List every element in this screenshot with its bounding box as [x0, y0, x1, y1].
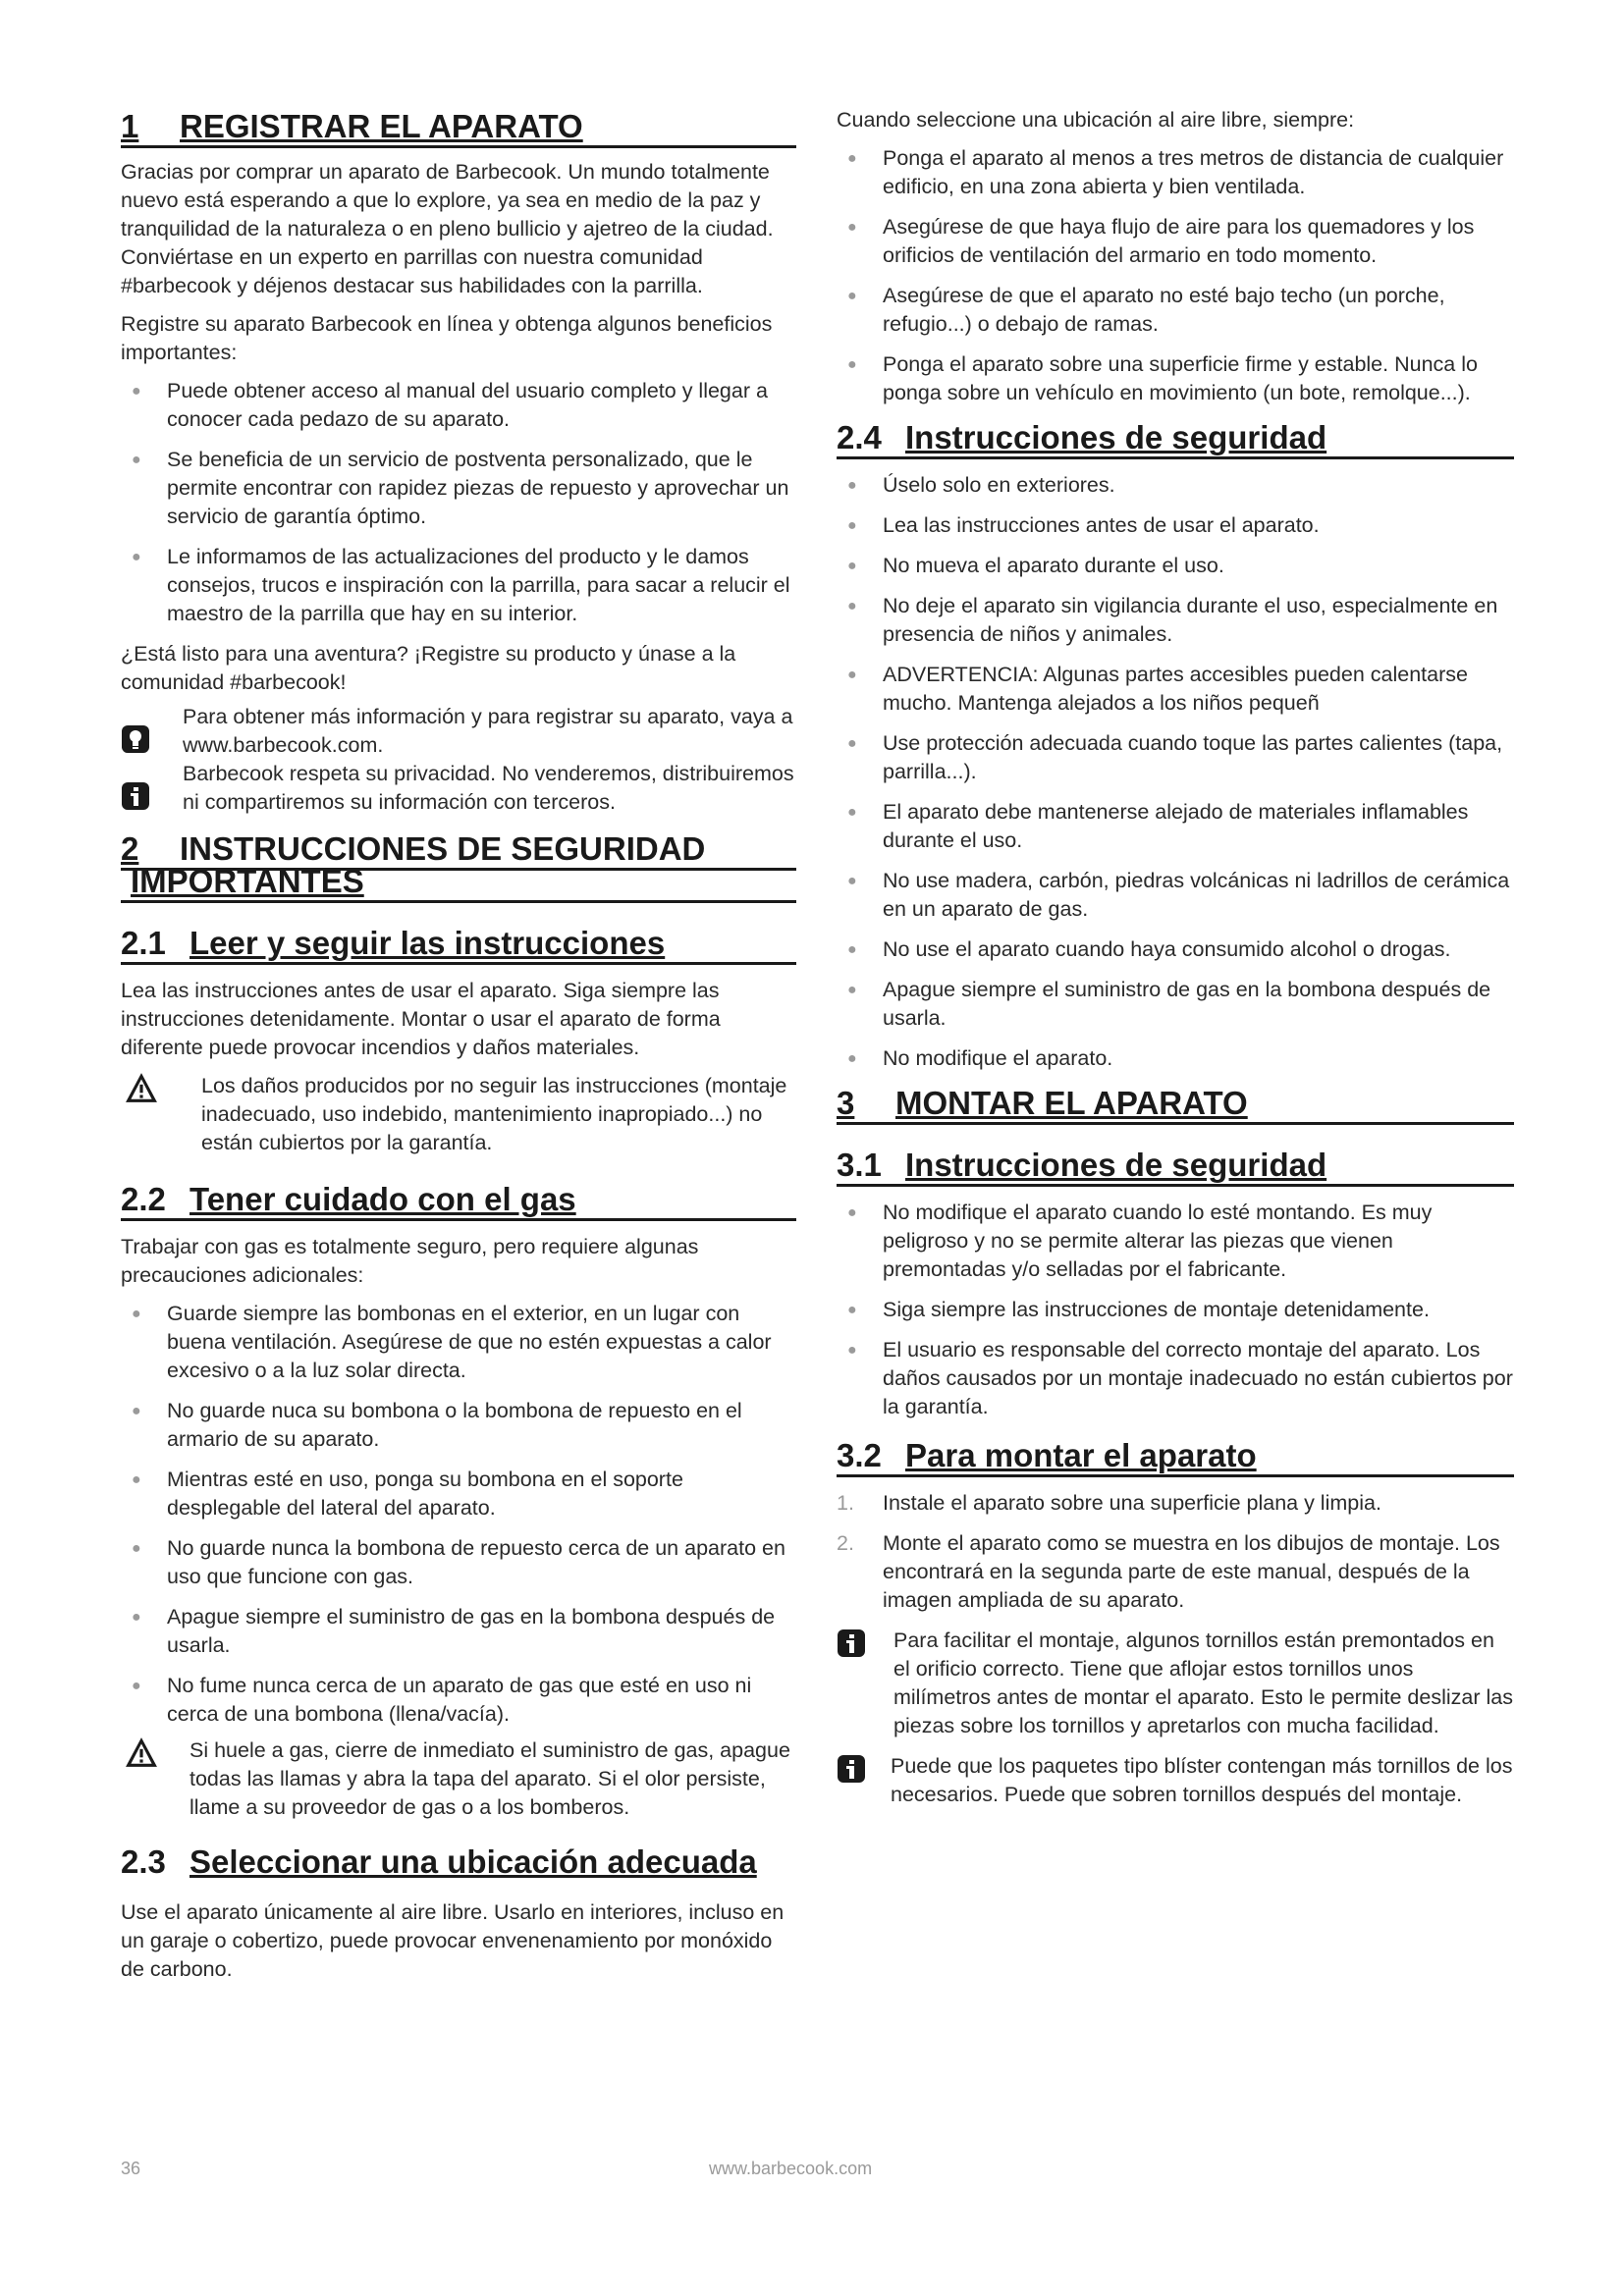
- bullet-icon: ●: [847, 941, 857, 958]
- list-item: ● No modifique el aparato.: [837, 1044, 1514, 1073]
- bullet-icon: ●: [847, 1342, 857, 1359]
- numbered-list: [837, 1489, 1514, 1615]
- list-item: ● No guarde nunca la bombona de repuesto cerca de un aparato en uso que funcione con gas.: [132, 1536, 785, 1588]
- bullet-icon: ●: [847, 982, 857, 998]
- section-title: Para montar el aparato: [905, 1437, 1257, 1473]
- bullet-icon: ●: [132, 452, 141, 468]
- bullet-icon: ●: [132, 383, 141, 400]
- list-item: ● Puede obtener acceso al manual del usuario completo y llegar a conocer cada pedazo de su aparato.: [132, 379, 768, 431]
- right-column: [837, 106, 1514, 1815]
- section-number: 2.1: [121, 925, 166, 961]
- footer-url: www.barbecook.com: [709, 2159, 873, 2178]
- section-number: 1: [121, 108, 139, 144]
- info-note: [837, 1627, 1514, 1740]
- section-title: REGISTRAR EL APARATO: [180, 108, 583, 144]
- bullet-icon: ●: [847, 598, 857, 614]
- list-item: ● Siga siempre las instrucciones de montaje detenidamente.: [837, 1296, 1514, 1324]
- bullet-icon: ●: [847, 517, 857, 534]
- bullet-icon: ●: [132, 1403, 141, 1419]
- section-number: 2.4: [837, 419, 882, 455]
- bullet-list: [121, 377, 796, 628]
- list-item: ● No modifique el aparato cuando lo esté montando. Es muy peligroso y no se permite alterar las piezas que vienen premontadas y/o selladas por el fabricante.: [847, 1201, 1433, 1281]
- left-column: [121, 108, 796, 1994]
- bullet-icon: ●: [132, 1609, 141, 1626]
- section-1-heading: [121, 108, 796, 148]
- list-item: ● Asegúrese de que el aparato no esté bajo techo (un porche, refugio...) o debajo de ramas.: [847, 284, 1445, 336]
- list-item: ● No use el aparato cuando haya consumido alcohol o drogas.: [837, 935, 1514, 964]
- list-item: ● Asegúrese de que haya flujo de aire para los quemadores y los orificios de ventilación del armario en todo momento.: [847, 215, 1475, 267]
- warning-note: [121, 1072, 796, 1157]
- section-number: 3.1: [837, 1147, 882, 1183]
- list-item: ● ADVERTENCIA: Algunas partes accesibles pueden calentarse mucho. Mantenga alejados a los niños pequeñ: [847, 663, 1468, 715]
- list-item: ● Úselo solo en exteriores.: [837, 471, 1514, 500]
- bullet-icon: ●: [847, 1302, 857, 1318]
- bullet-list: [121, 1300, 796, 1729]
- warning-triangle-icon: [125, 1072, 158, 1103]
- bullet-icon: ●: [847, 804, 857, 821]
- step-number: 2.: [837, 1531, 854, 1555]
- list-item: 2. Monte el aparato como se muestra en los dibujos de montaje. Los encontrará en la segunda parte de este manual, después de la imagen ampliada de su aparato.: [837, 1531, 1500, 1612]
- info-note: [837, 1752, 1514, 1809]
- bullet-icon: ●: [847, 477, 857, 494]
- section-number: 2.2: [121, 1181, 166, 1217]
- paragraph: Gracias por comprar un aparato de Barbecook. Un mundo totalmente nuevo está esperando a que lo explore, ya sea en medio de la paz y tranquilidad de la naturaleza o en pleno bullicio y ajetreo de la ciudad. Conviértase en un experto en parrillas con nuestra comunidad #barbecook y déjenos destacar sus habilidades con la parrilla.: [121, 160, 774, 297]
- list-item: ● Use protección adecuada cuando toque las partes calientes (tapa, parrilla...).: [847, 731, 1503, 783]
- info-icon: [121, 781, 150, 811]
- note-text: Barbecook respeta su privacidad. No venderemos, distribuiremos ni compartiremos su información con terceros.: [183, 762, 794, 814]
- bullet-list: [837, 471, 1514, 1073]
- section-title: Instrucciones de seguridad: [905, 419, 1327, 455]
- bullet-icon: ●: [847, 1204, 857, 1221]
- section-number: 2: [121, 830, 139, 867]
- lightbulb-icon: [121, 724, 150, 754]
- bullet-icon: ●: [132, 1306, 141, 1322]
- section-title: Leer y seguir las instrucciones: [189, 925, 666, 961]
- paragraph: ¿Está listo para una aventura? ¡Registre su producto y únase a la comunidad #barbecook!: [121, 642, 736, 694]
- list-item: ● Apague siempre el suministro de gas en la bombona después de usarla.: [132, 1605, 776, 1657]
- warning-triangle-icon: [125, 1736, 158, 1768]
- section-2-1-heading: [121, 925, 796, 965]
- note-text: Puede que los paquetes tipo blíster contengan más tornillos de los necesarios. Puede que sobren tornillos después del montaje.: [891, 1754, 1513, 1806]
- section-3-heading: [837, 1085, 1514, 1125]
- warning-note: [121, 1736, 796, 1822]
- list-item: ● El usuario es responsable del correcto montaje del aparato. Los daños causados por un montaje inadecuado no están cubiertos por la garantía.: [847, 1338, 1513, 1418]
- bullet-icon: ●: [132, 549, 141, 565]
- section-title: INSTRUCCIONES DE SEGURIDAD: [180, 830, 706, 867]
- section-3-2-heading: [837, 1437, 1514, 1477]
- list-item: ● Lea las instrucciones antes de usar el aparato.: [837, 511, 1514, 540]
- section-number: 2.3: [121, 1843, 166, 1880]
- step-number: 1.: [837, 1491, 854, 1515]
- list-item: 1. Instale el aparato sobre una superficie plana y limpia.: [837, 1489, 1514, 1518]
- note-text: Para obtener más información y para registrar su aparato, vaya a www.barbecook.com.: [183, 705, 793, 757]
- bullet-icon: ●: [132, 1678, 141, 1694]
- paragraph: Lea las instrucciones antes de usar el aparato. Siga siempre las instrucciones detenidamente. Montar o usar el aparato de forma diferente puede provocar incendios y daños materiales.: [121, 979, 721, 1059]
- section-title-continued: IMPORTANTES: [121, 863, 796, 903]
- list-item: ● No mueva el aparato durante el uso.: [837, 552, 1514, 580]
- bullet-list: [837, 1199, 1514, 1421]
- section-2-3-heading: [121, 1843, 796, 1881]
- bullet-list: [837, 144, 1514, 407]
- bullet-icon: ●: [847, 735, 857, 752]
- note-text: Si huele a gas, cierre de inmediato el suministro de gas, apague todas las llamas y abra la tapa del aparato. Si el olor persiste, llame a su proveedor de gas o a los bomberos.: [189, 1738, 790, 1819]
- bullet-icon: ●: [847, 558, 857, 574]
- section-number: 3.2: [837, 1437, 882, 1473]
- bullet-icon: ●: [847, 150, 857, 167]
- paragraph: Trabajar con gas es totalmente seguro, pero requiere algunas precauciones adicionales:: [121, 1235, 699, 1287]
- section-title: Seleccionar una ubicación adecuada: [189, 1843, 757, 1880]
- section-3-1-heading: [837, 1147, 1514, 1187]
- paragraph: Registre su aparato Barbecook en línea y obtenga algunos beneficios importantes:: [121, 312, 773, 364]
- list-item: ● Apague siempre el suministro de gas en la bombona después de usarla.: [847, 978, 1491, 1030]
- section-title: Instrucciones de seguridad: [905, 1147, 1327, 1183]
- list-item: ● El aparato debe mantenerse alejado de materiales inflamables durante el uso.: [847, 800, 1469, 852]
- list-item: ● Ponga el aparato al menos a tres metros de distancia de cualquier edificio, en una zona abierta y bien ventilada.: [847, 146, 1504, 198]
- list-item: ● No use madera, carbón, piedras volcánicas ni ladrillos de cerámica en un aparato de gas.: [847, 869, 1510, 921]
- bullet-icon: ●: [847, 356, 857, 373]
- section-title: MONTAR EL APARATO: [895, 1085, 1248, 1121]
- list-item: ● No deje el aparato sin vigilancia durante el uso, especialmente en presencia de niños y animales.: [847, 594, 1498, 646]
- bullet-icon: ●: [132, 1540, 141, 1557]
- section-number: 3: [837, 1085, 855, 1121]
- bullet-icon: ●: [847, 667, 857, 683]
- list-item: ● Le informamos de las actualizaciones del producto y le damos consejos, trucos e inspiración con la parrilla, para sacar a relucir el maestro de la parrilla que hay en su interior.: [132, 545, 790, 625]
- bullet-icon: ●: [847, 219, 857, 236]
- note-text: Para facilitar el montaje, algunos tornillos están premontados en el orificio correcto. Tiene que aflojar estos tornillos unos milímetros antes de montar el aparato. Esto le permite deslizar las piezas sobre los tornillos y apretarlos con mucha facilidad.: [893, 1629, 1513, 1737]
- section-title: Tener cuidado con el gas: [189, 1181, 576, 1217]
- bullet-icon: ●: [847, 288, 857, 304]
- list-item: ● Ponga el aparato sobre una superficie firme y estable. Nunca lo ponga sobre un vehículo en movimiento (un bote, remolque...).: [847, 352, 1478, 404]
- section-2-4-heading: [837, 419, 1514, 459]
- note-text: Los daños producidos por no seguir las instrucciones (montaje inadecuado, uso indebido, mantenimiento inapropiado...) no están cubiertos por la garantía.: [201, 1074, 787, 1154]
- bullet-icon: ●: [847, 1050, 857, 1067]
- bullet-icon: ●: [132, 1471, 141, 1488]
- tip-note: [121, 703, 796, 760]
- page-number: 36: [121, 2159, 141, 2178]
- info-icon: [837, 1629, 866, 1658]
- section-2-2-heading: [121, 1181, 796, 1221]
- info-note: [121, 760, 796, 817]
- list-item: ● Se beneficia de un servicio de postventa personalizado, que le permite encontrar con rapidez piezas de repuesto y aprovechar un servicio de garantía óptimo.: [132, 448, 789, 528]
- list-item: ● No fume nunca cerca de un aparato de gas que esté en uso ni cerca de una bombona (llena/vacía).: [132, 1674, 752, 1726]
- paragraph: Use el aparato únicamente al aire libre. Usarlo en interiores, incluso en un garaje o cobertizo, puede provocar envenenamiento por monóxido de carbono.: [121, 1900, 785, 1981]
- info-icon: [837, 1754, 866, 1784]
- list-item: ● Mientras esté en uso, ponga su bombona en el soporte desplegable del lateral del aparato.: [132, 1468, 683, 1520]
- paragraph: Cuando seleccione una ubicación al aire libre, siempre:: [837, 108, 1355, 132]
- list-item: ● Guarde siempre las bombonas en el exterior, en un lugar con buena ventilación. Asegúrese de que no estén expuestas a calor excesivo o a la luz solar directa.: [132, 1302, 772, 1382]
- bullet-icon: ●: [847, 873, 857, 889]
- list-item: ● No guarde nuca su bombona o la bombona de repuesto en el armario de su aparato.: [132, 1399, 742, 1451]
